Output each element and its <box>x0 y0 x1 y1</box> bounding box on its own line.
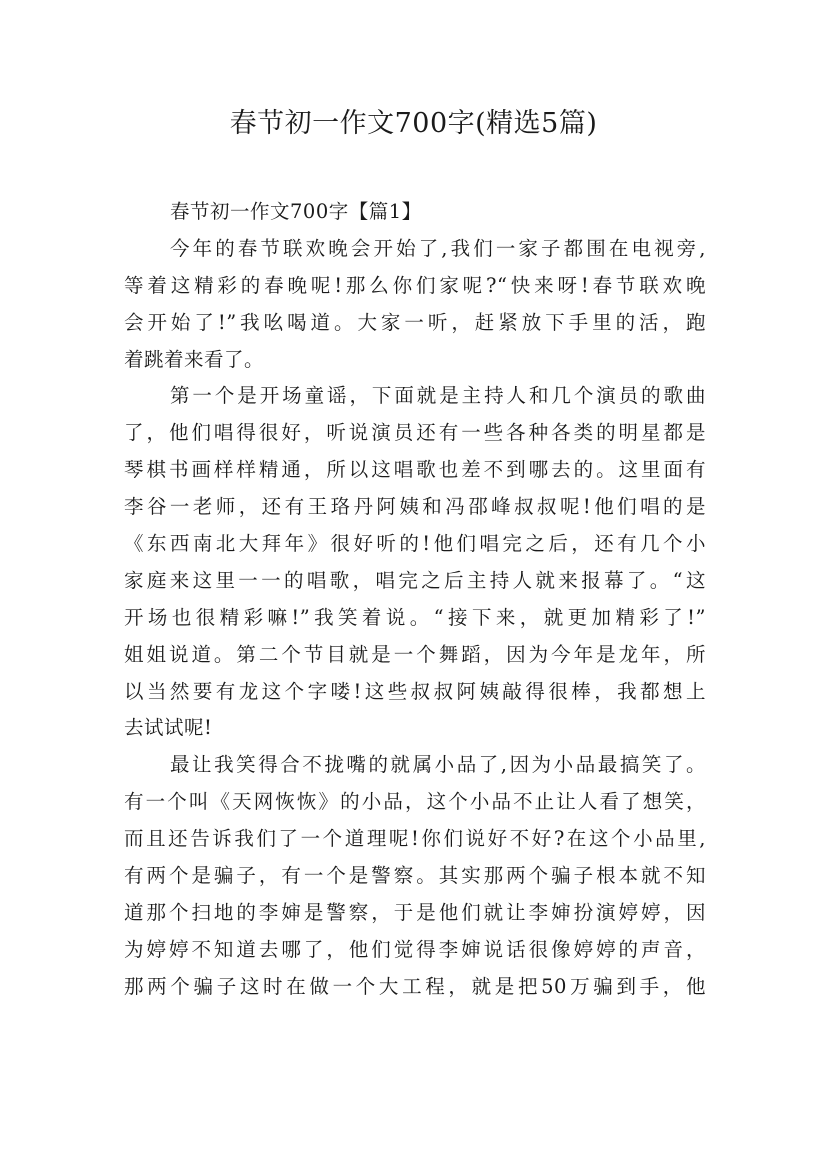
text-line: 开场也很精彩嘛!”我笑着说。“接下来，就更加精彩了!” <box>124 605 706 629</box>
text-line: 今年的春节联欢晚会开始了,我们一家子都围在电视旁, <box>170 236 706 260</box>
text-line: 等着这精彩的春晚呢!那么你们家呢?“快来呀!春节联欢晚 <box>124 273 706 297</box>
text-line: 道那个扫地的李婶是警察，于是他们就让李婶扮演婷婷，因 <box>124 900 706 924</box>
section-heading: 春节初一作文700字【篇1】 <box>170 200 422 223</box>
text-line: 第一个是开场童谣，下面就是主持人和几个演员的歌曲 <box>170 384 706 408</box>
text-line: 而且还告诉我们了一个道理呢!你们说好不好?在这个小品里, <box>124 827 706 851</box>
paragraph-lines <box>124 231 706 1006</box>
text-line: 有一个叫《天网恢恢》的小品，这个小品不止让人看了想笑， <box>124 790 706 814</box>
text-line: 琴棋书画样样精通，所以这唱歌也差不到哪去的。这里面有 <box>124 458 706 482</box>
text-line: 了，他们唱得很好，听说演员还有一些各种各类的明星都是 <box>124 421 706 445</box>
text-line: 姐姐说道。第二个节目就是一个舞蹈，因为今年是龙年，所 <box>124 642 706 666</box>
document-title: 春节初一作文700字(精选5篇) <box>229 108 598 139</box>
text-line: 那两个骗子这时在做一个大工程，就是把50万骗到手，他 <box>124 974 706 998</box>
text-line: 家庭来这里一一的唱歌，唱完之后主持人就来报幕了。“这 <box>124 568 706 592</box>
text-line: 《东西南北大拜年》很好听的!他们唱完之后，还有几个小 <box>124 532 706 556</box>
text-line: 为婷婷不知道去哪了，他们觉得李婶说话很像婷婷的声音， <box>124 937 706 961</box>
text-line: 去试试呢! <box>124 716 213 740</box>
text-line: 有两个是骗子，有一个是警察。其实那两个骗子根本就不知 <box>124 864 706 888</box>
text-line: 着跳着来看了。 <box>124 347 265 371</box>
text-line: 以当然要有龙这个字喽!这些叔叔阿姨敲得很棒，我都想上 <box>124 679 706 703</box>
document-body <box>124 194 706 1006</box>
text-line: 会开始了!”我吆喝道。大家一听，赶紧放下手里的活，跑 <box>124 310 706 334</box>
text-line: 最让我笑得合不拢嘴的就属小品了,因为小品最搞笑了。 <box>170 753 706 777</box>
text-line: 李谷一老师，还有王珞丹阿姨和冯邵峰叔叔呢!他们唱的是 <box>124 495 706 519</box>
